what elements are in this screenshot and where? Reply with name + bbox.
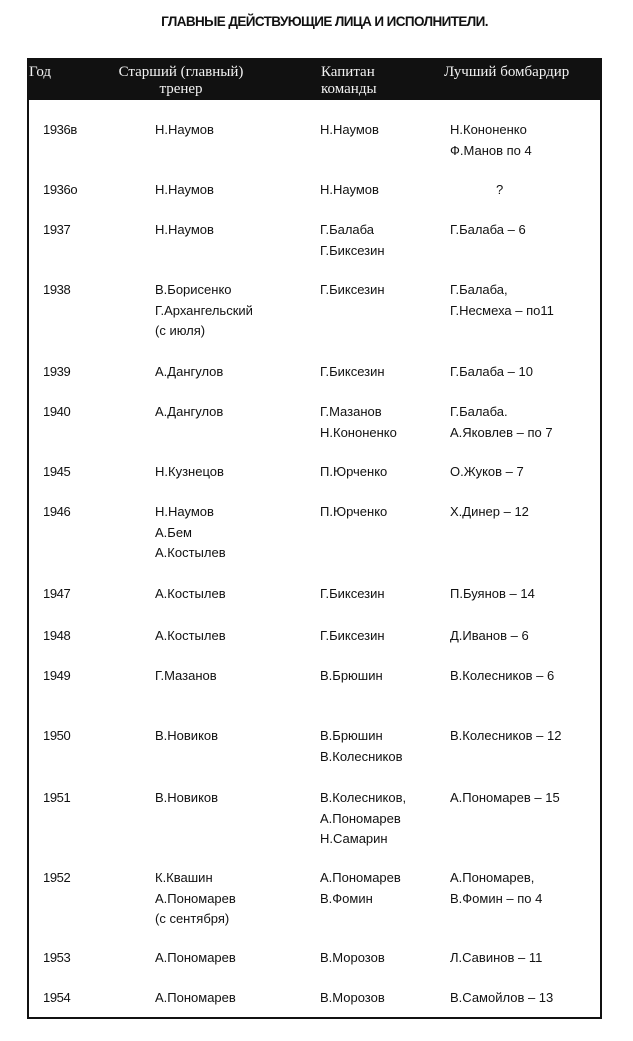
captain-line: В.Брюшин — [320, 668, 383, 683]
coach-line: (с сентября) — [155, 911, 230, 926]
scorer-line: В.Колесников – 6 — [450, 668, 555, 683]
cell-captain — [320, 220, 385, 261]
captain-line: В.Фомин — [320, 890, 373, 906]
cell-scorer — [450, 462, 524, 483]
coach-line: А.Пономарев — [155, 890, 236, 906]
scorer-line: П.Буянов – 14 — [450, 586, 535, 601]
coach-line: Н.Наумов — [155, 504, 214, 519]
scorer-line: А.Пономарев – 15 — [450, 790, 560, 805]
scorer-line: А.Яковлев – по 7 — [450, 424, 553, 440]
cell-scorer — [450, 626, 529, 647]
cell-coach — [155, 584, 226, 605]
header-line: Лучший бомбардир — [444, 64, 570, 80]
cell-captain — [320, 402, 397, 443]
cell-coach — [155, 280, 253, 342]
coach-line: В.Борисенко — [155, 282, 232, 297]
captain-line: Г.Биксезин — [320, 282, 385, 297]
cell-captain — [320, 362, 385, 383]
staff-table — [27, 58, 602, 1019]
cell-year: 1940 — [43, 404, 71, 419]
cell-coach — [155, 988, 236, 1009]
coach-line: А.Пономарев — [155, 990, 236, 1005]
captain-line: Н.Наумов — [320, 182, 379, 197]
cell-scorer — [450, 502, 529, 523]
cell-coach — [155, 462, 224, 483]
cell-captain — [320, 502, 387, 523]
cell-scorer — [450, 948, 542, 969]
page-title: ГЛАВНЫЕ ДЕЙСТВУЮЩИЕ ЛИЦА И ИСПОЛНИТЕЛИ. — [161, 14, 488, 29]
cell-scorer — [450, 726, 561, 747]
cell-year: 1938 — [43, 282, 71, 297]
cell-coach — [155, 788, 218, 809]
cell-scorer — [450, 362, 533, 383]
coach-line: А.Дангулов — [155, 404, 224, 419]
cell-year: 1949 — [43, 668, 71, 683]
cell-scorer — [450, 584, 535, 605]
captain-line: Г.Биксезин — [320, 364, 385, 379]
captain-line: В.Колесников, — [320, 790, 407, 805]
scorer-line: О.Жуков – 7 — [450, 464, 524, 479]
table-header — [29, 60, 600, 100]
captain-line: П.Юрченко — [320, 504, 388, 519]
cell-coach — [155, 502, 226, 564]
cell-captain — [320, 280, 385, 301]
cell-year: 1952 — [43, 870, 71, 885]
coach-line: А.Дангулов — [155, 364, 224, 379]
cell-captain — [320, 988, 385, 1009]
coach-line: К.Квашин — [155, 870, 213, 885]
header-line: Капитан — [321, 64, 375, 80]
cell-year: 1948 — [43, 628, 71, 643]
cell-captain — [320, 584, 385, 605]
scorer-line: Г.Балаба – 6 — [450, 222, 526, 237]
cell-coach — [155, 220, 214, 241]
cell-captain — [320, 666, 383, 687]
captain-line: Н.Самарин — [320, 831, 388, 846]
captain-line: А.Пономарев — [320, 810, 401, 826]
coach-line: В.Новиков — [155, 728, 219, 743]
captain-line: Г.Биксезин — [320, 242, 385, 258]
captain-line: Н.Кононенко — [320, 424, 397, 440]
cell-coach — [155, 868, 236, 930]
cell-scorer — [450, 120, 532, 161]
scorer-line: Г.Балаба. — [450, 404, 508, 419]
cell-year: 1937 — [43, 222, 71, 237]
cell-coach — [155, 726, 218, 747]
header-line: Старший (главный) — [118, 64, 244, 80]
cell-scorer — [496, 180, 503, 201]
captain-line: Г.Мазанов — [320, 404, 382, 419]
cell-year: 1951 — [43, 790, 71, 805]
cell-scorer — [450, 280, 554, 321]
coach-line: Н.Кузнецов — [155, 464, 224, 479]
header-year — [29, 64, 51, 81]
scorer-line: Х.Динер – 12 — [450, 504, 529, 519]
cell-year: 1947 — [43, 586, 71, 601]
coach-line: В.Новиков — [155, 790, 219, 805]
scorer-line: Д.Иванов – 6 — [450, 628, 529, 643]
cell-coach — [155, 120, 214, 141]
coach-line: Н.Наумов — [155, 222, 214, 237]
coach-line: А.Костылев — [155, 545, 226, 560]
coach-line: Н.Наумов — [155, 182, 214, 197]
cell-year: 1936в — [43, 122, 77, 137]
captain-line: Н.Наумов — [320, 122, 379, 137]
cell-year: 1950 — [43, 728, 71, 743]
scorer-line: В.Колесников – 12 — [450, 728, 562, 743]
coach-line: (с июля) — [155, 323, 206, 338]
coach-line: А.Костылев — [155, 628, 226, 643]
cell-year: 1954 — [43, 990, 71, 1005]
scorer-line: Г.Несмеха – по11 — [450, 302, 554, 318]
header-coach — [101, 64, 261, 98]
cell-captain — [320, 462, 387, 483]
cell-scorer — [450, 666, 554, 687]
captain-line: В.Брюшин — [320, 728, 383, 743]
cell-coach — [155, 180, 214, 201]
scorer-line: Л.Савинов – 11 — [450, 950, 543, 965]
cell-coach — [155, 402, 223, 423]
cell-scorer — [450, 220, 526, 241]
cell-year: 1936о — [43, 182, 78, 197]
cell-year: 1946 — [43, 504, 71, 519]
cell-captain — [320, 180, 379, 201]
coach-line: Г.Архангельский — [155, 302, 253, 318]
captain-line: В.Морозов — [320, 950, 385, 965]
coach-line: А.Костылев — [155, 586, 226, 601]
header-captain — [321, 64, 377, 98]
header-scorer — [444, 64, 569, 81]
captain-line: А.Пономарев — [320, 870, 401, 885]
coach-line: Г.Мазанов — [155, 668, 217, 683]
captain-line: Г.Балаба — [320, 222, 375, 237]
scorer-line: В.Самойлов – 13 — [450, 990, 554, 1005]
cell-scorer — [450, 868, 542, 909]
cell-coach — [155, 362, 223, 383]
scorer-line: ? — [496, 182, 504, 197]
cell-scorer — [450, 788, 560, 809]
coach-line: Н.Наумов — [155, 122, 214, 137]
header-line: Год — [29, 64, 52, 80]
cell-coach — [155, 666, 217, 687]
cell-scorer — [450, 402, 553, 443]
scorer-line: В.Фомин – по 4 — [450, 890, 543, 906]
cell-captain — [320, 788, 406, 850]
captain-line: П.Юрченко — [320, 464, 388, 479]
header-line: команды — [321, 81, 377, 97]
scorer-line: Г.Балаба – 10 — [450, 364, 533, 379]
cell-year: 1953 — [43, 950, 71, 965]
captain-line: В.Колесников — [320, 748, 403, 764]
captain-line: Г.Биксезин — [320, 586, 385, 601]
scorer-line: Ф.Манов по 4 — [450, 142, 532, 158]
cell-coach — [155, 948, 236, 969]
scorer-line: А.Пономарев, — [450, 870, 535, 885]
captain-line: Г.Биксезин — [320, 628, 385, 643]
scorer-line: Н.Кононенко — [450, 122, 527, 137]
cell-captain — [320, 626, 385, 647]
header-line: тренер — [159, 81, 203, 97]
cell-year: 1939 — [43, 364, 71, 379]
cell-captain — [320, 868, 401, 909]
cell-captain — [320, 120, 379, 141]
coach-line: А.Пономарев — [155, 950, 236, 965]
cell-coach — [155, 626, 226, 647]
cell-captain — [320, 726, 403, 767]
scorer-line: Г.Балаба, — [450, 282, 508, 297]
cell-scorer — [450, 988, 553, 1009]
captain-line: В.Морозов — [320, 990, 385, 1005]
cell-captain — [320, 948, 385, 969]
coach-line: А.Бем — [155, 524, 192, 540]
cell-year: 1945 — [43, 464, 71, 479]
